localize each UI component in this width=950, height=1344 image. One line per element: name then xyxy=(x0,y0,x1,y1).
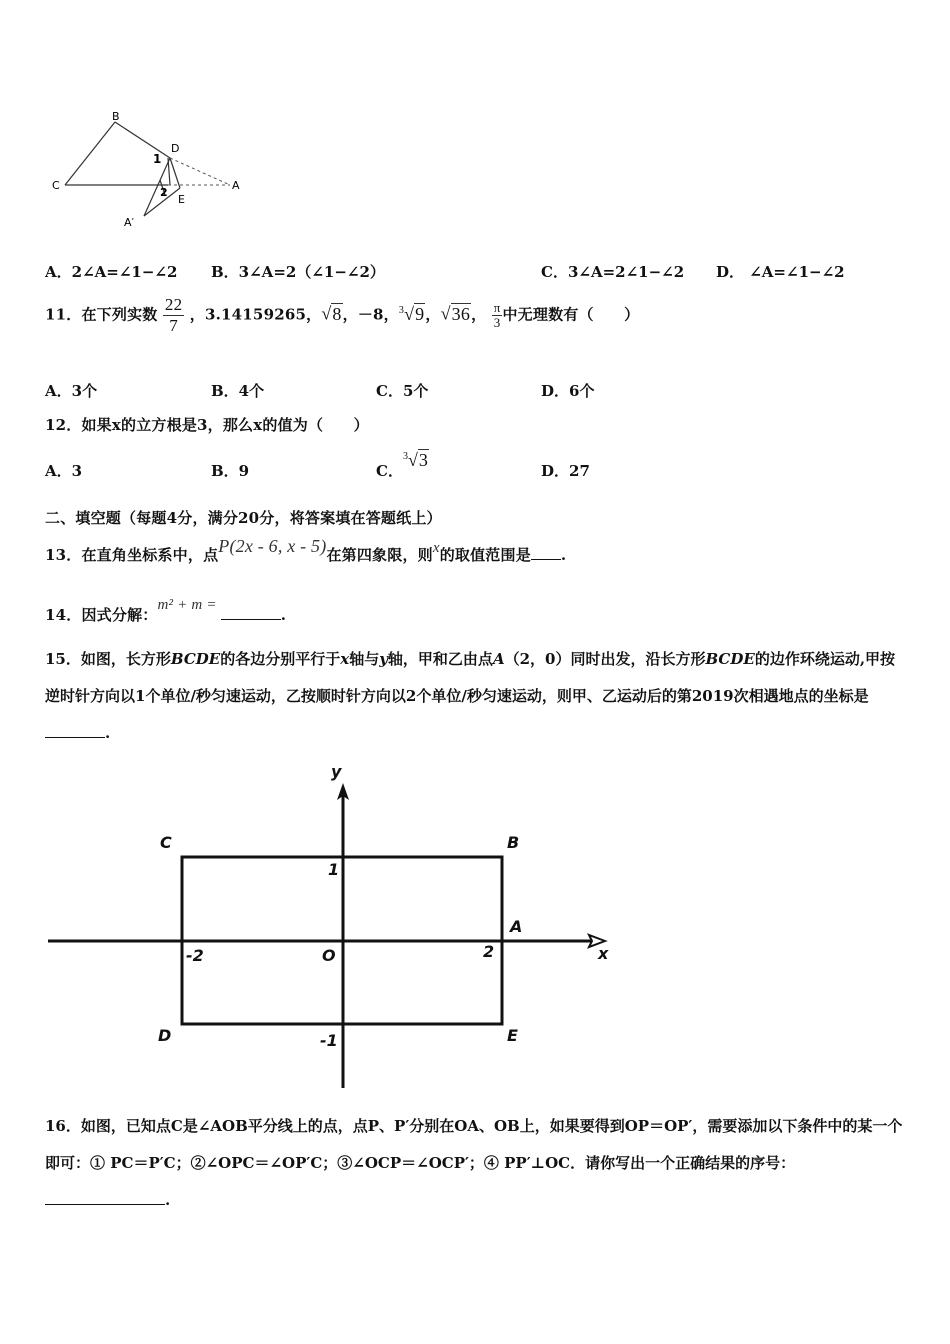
segment-bc xyxy=(65,122,115,185)
q15-a: A xyxy=(492,650,505,668)
q11-cbrt9-index: 3 xyxy=(398,304,405,316)
q13-suffix: 的取值范围是 xyxy=(439,546,531,564)
q11-frac2-den: 3 xyxy=(493,315,501,330)
q16-end: . xyxy=(165,1191,171,1209)
q11-sqrt36-radicand: 36 xyxy=(451,303,471,324)
label-tick-1: 1 xyxy=(328,860,340,879)
label-x-axis: x xyxy=(598,944,609,963)
q11-suffix: 中无理数有（ ） xyxy=(502,305,640,324)
q14-expression: m² + m = xyxy=(157,597,217,613)
q15-coordinate-figure xyxy=(40,755,630,1095)
q14-end: . xyxy=(280,606,287,624)
q11-frac1-num: 22 xyxy=(164,295,183,314)
segment-de xyxy=(170,158,180,188)
q11-sep: ， xyxy=(425,305,441,324)
label-b: B xyxy=(112,110,120,123)
label-a: A xyxy=(232,179,240,192)
section-2-title: 二、填空题（每题4分，满分20分，将答案填在答题纸上） xyxy=(45,509,442,527)
label-a-prime: A′ xyxy=(124,216,135,229)
q15-text4: 轴，甲和乙由点 xyxy=(387,650,493,668)
q11-frac2-num: π xyxy=(493,300,501,315)
q15-answer-blank[interactable] xyxy=(45,737,105,738)
q11-option-c[interactable]: C．5个 xyxy=(376,382,429,400)
question-12-stem: 12．如果x的立方根是3，那么x的值为（ ） xyxy=(45,416,369,434)
segment-bd xyxy=(115,122,170,158)
label-tick-neg-2: -2 xyxy=(186,946,204,965)
q11-fraction-22-7 xyxy=(163,295,184,336)
label-y-axis: y xyxy=(331,762,342,781)
label-d: D xyxy=(171,142,180,155)
label-angle-2: 2 xyxy=(160,186,168,199)
q12-cbrt-3: $^3$√3 xyxy=(402,450,428,470)
q15-text2: 的各边分别平行于 xyxy=(220,650,341,668)
q11-part2: ，3.14159265， xyxy=(189,305,322,324)
label-e: E xyxy=(507,1026,518,1045)
q15-x: x xyxy=(340,650,350,668)
q15-y: y xyxy=(379,650,388,668)
q11-fraction-pi-3 xyxy=(492,301,503,330)
q10-option-b[interactable]: B．3∠A=2（∠1−∠2） xyxy=(211,263,385,281)
question-11-stem xyxy=(45,295,639,336)
q11-option-a[interactable]: A．3个 xyxy=(45,382,98,400)
q11-cbrt9-radicand: 9 xyxy=(415,303,425,324)
question-15 xyxy=(45,641,907,752)
q16-text: 16．如图，已知点C是∠AOB平分线上的点，点P、P′分别在OA、OB上，如果要得到OP＝OP′，需要添加以下条件中的某一个即可：① PC＝P′C；②∠OPC＝∠OP′C；③∠OCP＝∠OCP′；④ PP′⊥OC．请你写出一个正确结果的序号： xyxy=(45,1117,903,1172)
q12-option-d[interactable]: D．27 xyxy=(541,462,590,480)
q11-part3: ，－8， xyxy=(342,305,399,324)
label-b: B xyxy=(507,833,520,852)
q10-option-a[interactable]: A．2∠A=∠1−∠2 xyxy=(45,263,178,281)
q15-end: . xyxy=(105,724,111,742)
label-c: C xyxy=(52,179,60,192)
label-o: O xyxy=(322,946,336,965)
q13-prefix: 13．在直角坐标系中，点 xyxy=(45,546,219,564)
q11-cbrt-9: $^3$√9 xyxy=(398,303,425,324)
q11-sqrt-8: √8 xyxy=(321,303,342,324)
label-e: E xyxy=(178,193,185,206)
q12-option-b[interactable]: B．9 xyxy=(211,462,250,480)
q11-sqrt-36: √36 xyxy=(440,303,471,324)
question-14 xyxy=(45,593,287,624)
q15-text5: （2，0）同时出发，沿长方形 xyxy=(504,650,706,668)
q12-option-c-label: C． xyxy=(376,462,403,480)
q11-sqrt8-radicand: 8 xyxy=(332,303,342,324)
q13-answer-blank[interactable] xyxy=(531,559,561,560)
label-a: A xyxy=(510,917,523,936)
q10-option-c[interactable]: C．3∠A=2∠1−∠2 xyxy=(541,263,685,281)
q13-var-x: x xyxy=(432,540,440,556)
label-c: C xyxy=(160,833,172,852)
q11-sep2: ， xyxy=(471,305,487,324)
label-tick-2: 2 xyxy=(483,942,495,961)
q11-prefix: 11．在下列实数 xyxy=(45,305,158,324)
label-tick-neg-1: -1 xyxy=(320,1031,338,1050)
q10-option-d[interactable]: D． ∠A=∠1−∠2 xyxy=(716,263,845,281)
q10-triangle-figure xyxy=(40,100,260,235)
q11-option-d[interactable]: D．6个 xyxy=(541,382,595,400)
q14-answer-blank[interactable] xyxy=(221,619,281,620)
q15-bcde2: BCDE xyxy=(705,650,755,668)
q12-cbrt-index: 3 xyxy=(402,451,408,462)
q16-answer-blank[interactable] xyxy=(45,1204,165,1205)
q15-text6: 的边作环绕运动,甲按逆时针方向以1个单位/秒匀速运动，乙按顺时针方向以2个单位/秒匀速运动，则甲、乙运动后的第2019次相遇地点的坐标是 xyxy=(45,650,896,705)
q13-end: . xyxy=(560,546,567,564)
q15-text1: 15．如图，长方形 xyxy=(45,650,171,668)
q13-point-p: P(2x - 6, x - 5) xyxy=(218,536,327,556)
q12-option-c[interactable] xyxy=(376,450,429,480)
q11-frac1-den: 7 xyxy=(169,316,178,335)
label-d: D xyxy=(158,1026,172,1045)
question-16 xyxy=(45,1108,910,1219)
label-angle-1: 1 xyxy=(153,152,162,166)
question-13 xyxy=(45,536,567,564)
q11-option-b[interactable]: B．4个 xyxy=(211,382,265,400)
q12-option-a[interactable]: A．3 xyxy=(45,462,83,480)
dashed-da xyxy=(170,158,230,185)
q15-text3: 轴与 xyxy=(349,650,380,668)
q15-bcde: BCDE xyxy=(170,650,221,668)
q14-prefix: 14．因式分解： xyxy=(45,606,158,624)
q12-cbrt-radicand: 3 xyxy=(418,450,428,470)
q13-middle: 在第四象限，则 xyxy=(326,546,433,564)
